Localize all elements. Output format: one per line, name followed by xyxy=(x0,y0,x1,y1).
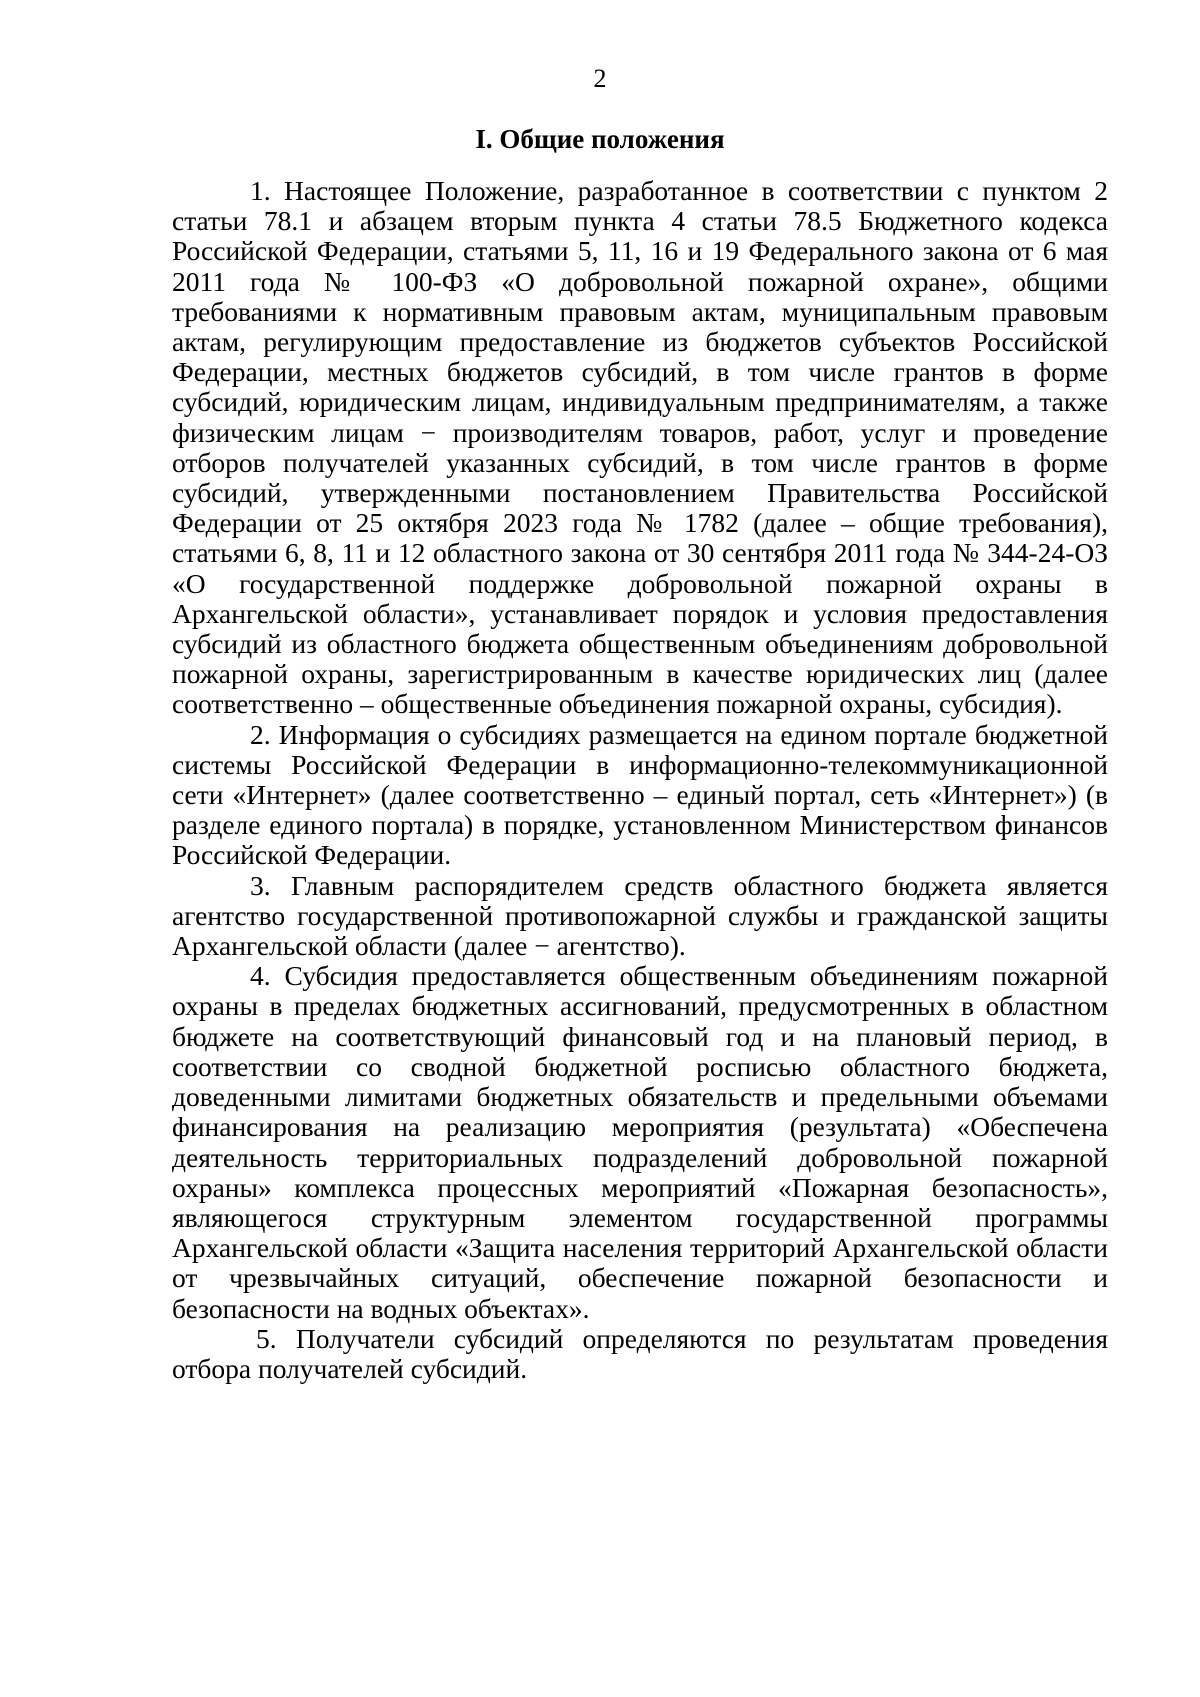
page-number: 2 xyxy=(593,64,607,93)
paragraph-5: 5. Получатели субсидий определяются по результатам проведения отбора получателей субсидий. xyxy=(172,1322,1108,1384)
paragraph-1: 1. Настоящее Положение, разработанное в соответствии с пунктом 2 статьи 78.1 и абзацем вторым пункта 4 статьи 78.5 Бюджетного кодекса Российской Федерации, статьями 5, 11, 16 и 19 Федерального закона от 6 мая 2011 года № 100-ФЗ «О добровольной пожарной охране», общими требованиями к нормативным правовым актам, муниципальным правовым актам, регулирующим предоставление из бюджетов субъектов Российской Федерации, местных бюджетов субсидий, в том числе грантов в форме субсидий, юридическим лицам, индивидуальным предпринимателям, а также физическим лицам − производителям товаров, работ, услуг и проведение отборов получателей указанных субсидий, в том числе грантов в форме субсидий, утвержденными постановлением Правительства Российской Федерации от 25 октября 2023 года № 1782 (далее – общие требования), статьями 6, 8, 11 и 12 областного закона от 30 сентября 2011 года № 344-24-ОЗ «О государственной поддержке добровольной пожарной охраны в Архангельской области», устанавливает порядок и условия предоставления субсидий из областного бюджета общественным объединениям добровольной пожарной охраны, зарегистрированным в качестве юридических лиц (далее соответственно – общественные объединения пожарной охраны, субсидия). xyxy=(172,175,1108,720)
document-body xyxy=(172,176,1108,1384)
paragraph-2: 2. Информация о субсидиях размещается на едином портале бюджетной системы Российской Федерации в информационно-телекоммуникационной сети «Интернет» (далее соответственно – единый портал, сеть «Интернет») (в разделе единого портала) в порядке, установленном Министерством финансов Российской Федерации. xyxy=(172,718,1108,871)
paragraph-4: 4. Субсидия предоставляется общественным объединениям пожарной охраны в пределах бюджетных ассигнований, предусмотренных в областном бюджете на соответствующий финансовый год и на плановый период, в соответствии со сводной бюджетной росписью областного бюджета, доведенными лимитами бюджетных обязательств и предельными объемами финансирования на реализацию мероприятия (результата) «Обеспечена деятельность территориальных подразделений добровольной пожарной охраны» комплекса процессных мероприятий «Пожарная безопасность», являющегося структурным элементом государственной программы Архангельской области «Защита населения территорий Архангельской области от чрезвычайных ситуаций, обеспечение пожарной безопасности и безопасности на водных объектах». xyxy=(172,960,1108,1324)
paragraph-3: 3. Главным распорядителем средств областного бюджета является агентство государственной противопожарной службы и гражданской защиты Архангельской области (далее − агентство). xyxy=(172,869,1108,962)
section-title: I. Общие положения xyxy=(475,124,725,154)
